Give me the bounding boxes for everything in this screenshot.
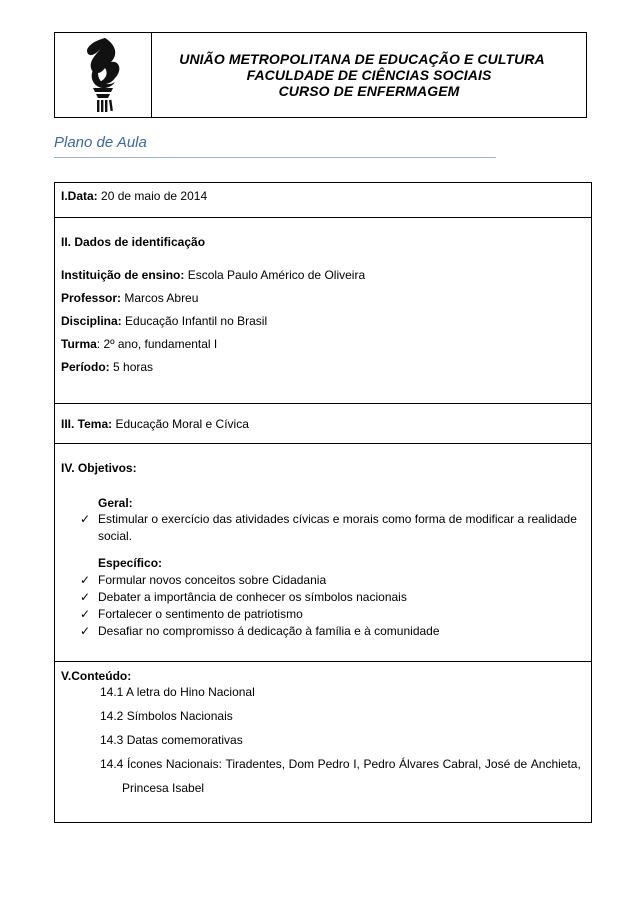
conteudo-word: I, xyxy=(353,757,360,771)
conteudo-word: Nacionais: xyxy=(165,757,222,771)
periodo-row: Período: 5 horas xyxy=(61,360,154,374)
course-name: CURSO DE ENFERMAGEM xyxy=(278,83,460,99)
especifico-item: Fortalecer o sentimento de patriotismo xyxy=(98,607,303,621)
conteudo-word: Dom xyxy=(288,757,314,771)
conteudo-word: 14.4 xyxy=(100,757,124,771)
title-underline xyxy=(54,157,496,158)
section-tema xyxy=(55,403,591,444)
section-data xyxy=(55,183,591,217)
geral-text-line2: social. xyxy=(98,529,133,543)
institution-header xyxy=(54,32,587,118)
section-conteudo xyxy=(55,661,591,823)
conteudo-word: José xyxy=(484,757,511,771)
geral-label: Geral: xyxy=(98,496,133,510)
turma-row: Turma: 2º ano, fundamental I xyxy=(61,337,218,351)
identificacao-heading: II. Dados de identificação xyxy=(61,235,206,249)
conteudo-item: 14.1 A letra do Hino Nacional xyxy=(100,685,255,699)
conteudo-word: Álvares xyxy=(399,757,440,771)
check-icon: ✓ xyxy=(79,624,91,638)
conteudo-word: Ícones xyxy=(126,757,163,771)
objetivos-heading: IV. Objetivos: xyxy=(61,461,137,475)
torch-flame-logo-icon xyxy=(75,34,131,116)
conteudo-word: Anchieta, xyxy=(530,757,581,771)
section-objetivos xyxy=(55,443,591,662)
especifico-item: Formular novos conceitos sobre Cidadania xyxy=(98,573,327,587)
especifico-item: Desafiar no compromisso á dedicação à família e à comunidade xyxy=(98,624,440,638)
conteudo-item-icones xyxy=(100,757,581,771)
conteudo-word: Pedro xyxy=(317,757,350,771)
conteudo-item: 14.3 Datas comemorativas xyxy=(100,733,243,747)
logo-cell xyxy=(55,33,152,117)
conteudo-word: Tiradentes, xyxy=(225,757,286,771)
check-icon: ✓ xyxy=(79,573,91,587)
tema-value: Educação Moral e Cívica xyxy=(115,417,249,431)
institution-name: UNIÃO METROPOLITANA DE EDUCAÇÃO E CULTURA xyxy=(179,51,545,67)
check-icon: ✓ xyxy=(79,512,91,526)
conteudo-word: Cabral, xyxy=(442,757,482,771)
plan-title: Plano de Aula xyxy=(54,134,147,151)
geral-text-line1: Estimular o exercício das atividades cívicas e morais como forma de modificar a realidade xyxy=(98,512,577,526)
conteudo-word: de xyxy=(513,757,528,771)
data-label: I.Data: xyxy=(61,189,98,203)
check-icon: ✓ xyxy=(79,607,91,621)
professor-row: Professor: Marcos Abreu xyxy=(61,291,199,305)
especifico-item: Debater a importância de conhecer os símbolos nacionais xyxy=(98,590,407,604)
conteudo-item: 14.2 Símbolos Nacionais xyxy=(100,709,233,723)
instituicao-row: Instituição de ensino: Escola Paulo Américo de Oliveira xyxy=(61,268,366,282)
conteudo-heading: V.Conteúdo: xyxy=(61,669,132,683)
data-value: 20 de maio de 2014 xyxy=(101,189,208,203)
tema-label: III. Tema: xyxy=(61,417,113,431)
conteudo-word: Pedro xyxy=(363,757,396,771)
check-icon: ✓ xyxy=(79,590,91,604)
disciplina-row: Disciplina: Educação Infantil no Brasil xyxy=(61,314,268,328)
faculty-name: FACULDADE DE CIÊNCIAS SOCIAIS xyxy=(246,67,492,83)
especifico-label: Específico: xyxy=(98,556,163,570)
section-identificacao xyxy=(55,217,591,404)
institution-title xyxy=(152,33,586,117)
lesson-plan-table xyxy=(54,182,592,823)
conteudo-item-icones-cont: Princesa Isabel xyxy=(122,781,205,795)
